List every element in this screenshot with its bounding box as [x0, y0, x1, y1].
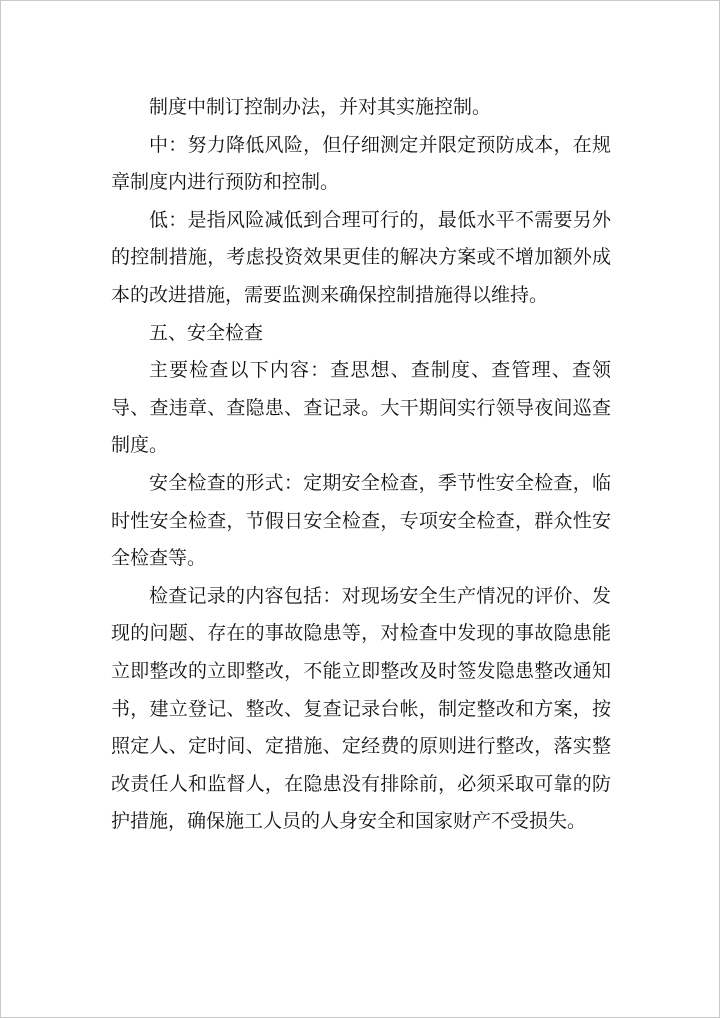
paragraph-inspection-contents: 主要检查以下内容：查思想、查制度、查管理、查领导、查违章、查隐患、查记录。大干期间实行领导夜间巡查制度。: [111, 359, 611, 457]
paragraph-inspection-forms: 安全检查的形式：定期安全检查，季节性安全检查，临时性安全检查，节假日安全检查，专项安全检查，群众性安全检查等。: [111, 471, 611, 570]
paragraph-inspection-records: 检查记录的内容包括：对现场安全生产情况的评价、发现的问题、存在的事故隐患等，对检查中发现的事故隐患能立即整改的立即整改，不能立即整改及时签发隐患整改通知书，建立登记、整改、复查记录台帐，制定整改和方案，按照定人、定时间、定措施、定经费的原则进行整改，落实整改责任人和监督人，在隐患没有排除前，必须采取可靠的防护措施，确保施工人员的人身安全和国家财产不受损失。: [111, 584, 611, 833]
paragraph-low-risk: 低：是指风险减低到合理可行的，最低水平不需要另外的控制措施，考虑投资效果更佳的解决方案或不增加额外成本的改进措施，需要监测来确保控制措施得以维持。: [111, 208, 611, 306]
section-heading-safety-inspection: 五、安全检查: [149, 321, 264, 344]
paragraph-control-measures: 制度中制订控制办法，并对其实施控制。: [149, 96, 492, 118]
document-body: [111, 89, 611, 841]
paragraph-medium-risk: 中：努力降低风险，但仔细测定并限定预防成本，在规章制度内进行预防和控制。: [111, 133, 611, 194]
